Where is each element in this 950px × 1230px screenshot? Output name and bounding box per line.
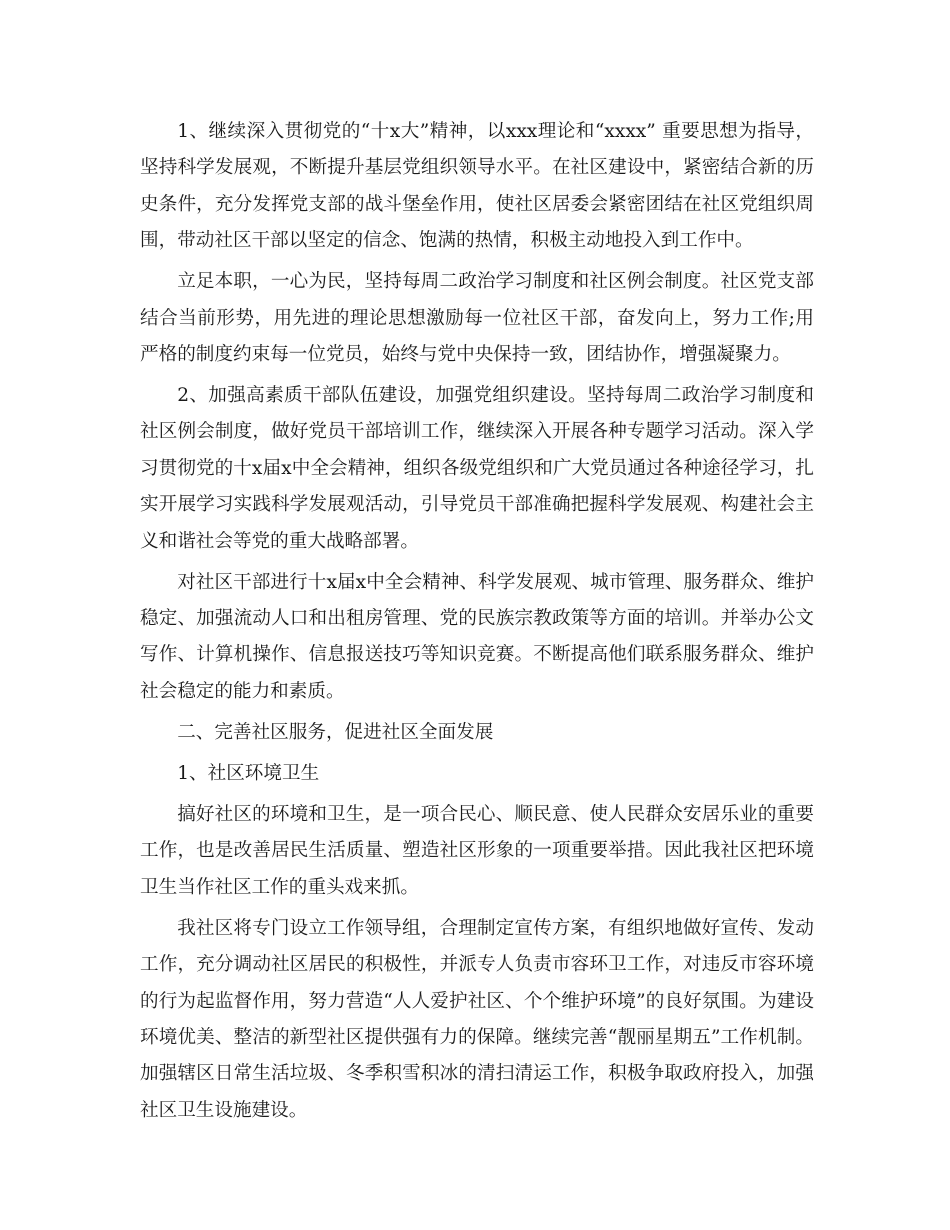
paragraph-1: 1、继续深入贯彻党的“十x大”精神，以xxx理论和“xxxx” 重要思想为指导，坚持科学发展观，不断提升基层党组织领导水平。在社区建设中，紧密结合新的历史条件，充分发挥党支部的战斗堡垒作用，使社区居委会紧密团结在社区党组织周围，带动社区干部以坚定的信念、饱满的热情，积极主动地投入到工作中。 bbox=[140, 121, 814, 252]
paragraph-2: 立足本职，一心为民，坚持每周二政治学习制度和社区例会制度。社区党支部结合当前形势，用先进的理论思想激励每一位社区干部，奋发向上，努力工作;用严格的制度约束每一位党员，始终与党中央保持一致，团结协作，增强凝聚力。 bbox=[140, 271, 814, 366]
paragraph-6: 我社区将专门设立工作领导组，合理制定宣传方案，有组织地做好宣传、发动工作，充分调动社区居民的积极性，并派专人负责市容环卫工作，对违反市容环境的行为起监督作用，努力营造“人人爱护社区、个个维护环境”的良好氛围。为建设环境优美、整洁的新型社区提供强有力的保障。继续完善“靓丽星期五”工作机制。加强辖区日常生活垃圾、冬季积雪积冰的清扫清运工作，积极争取政府投入，加强社区卫生设施建设。 bbox=[140, 917, 814, 1121]
paragraph-5: 搞好社区的环境和卫生，是一项合民心、顺民意、使人民群众安居乐业的重要工作，也是改善居民生活质量、塑造社区形象的一项重要举措。因此我社区把环境卫生当作社区工作的重头戏来抓。 bbox=[140, 803, 814, 898]
subsection-heading: 1、社区环境卫生 bbox=[177, 762, 320, 784]
section-heading: 二、完善社区服务，促进社区全面发展 bbox=[177, 721, 494, 743]
paragraph-3: 2、加强高素质干部队伍建设，加强党组织建设。坚持每周二政治学习制度和社区例会制度，做好党员干部培训工作，继续深入开展各种专题学习活动。深入学习贯彻党的十x届x中全会精神，组织各级党组织和广大党员通过各种途径学习，扎实开展学习实践科学发展观活动，引导党员干部准确把握科学发展观、构建社会主义和谐社会等党的重大战略部署。 bbox=[140, 385, 814, 552]
paragraph-4: 对社区干部进行十x届x中全会精神、科学发展观、城市管理、服务群众、维护稳定、加强流动人口和出租房管理、党的民族宗教政策等方面的培训。并举办公文写作、计算机操作、信息报送技巧等知识竞赛。不断提高他们联系服务群众、维护社会稳定的能力和素质。 bbox=[140, 571, 814, 702]
document-body bbox=[140, 114, 814, 1134]
